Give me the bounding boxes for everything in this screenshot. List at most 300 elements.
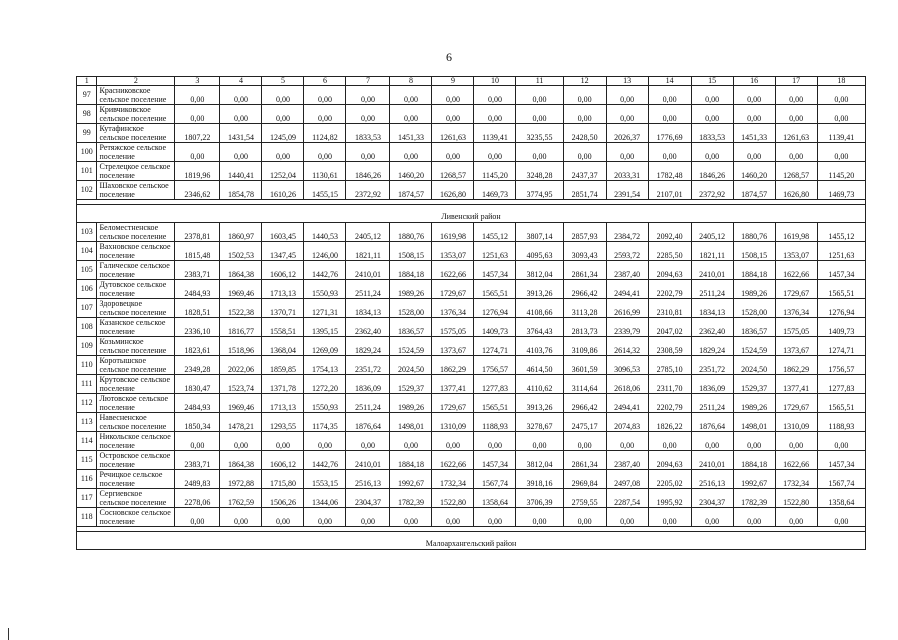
value-cell: 1502,53	[220, 242, 262, 261]
value-cell: 2484,93	[175, 394, 220, 413]
value-cell: 1457,34	[474, 451, 516, 470]
column-number-header: 2	[97, 77, 175, 86]
value-cell: 1846,26	[691, 162, 733, 181]
value-cell: 2351,72	[346, 356, 390, 375]
row-number: 100	[77, 143, 97, 162]
table-body	[77, 77, 866, 550]
value-cell: 1715,80	[262, 470, 304, 489]
table-row	[77, 86, 866, 105]
value-cell: 1376,34	[775, 299, 817, 318]
value-cell: 1756,57	[817, 356, 865, 375]
value-cell: 3096,53	[606, 356, 648, 375]
value-cell: 2813,73	[563, 318, 606, 337]
settlement-name: Кривчиковское сельское поселение	[97, 105, 175, 124]
value-cell: 2494,41	[606, 280, 648, 299]
value-cell: 1455,15	[304, 181, 346, 200]
settlement-name: Стрелецкое сельское поселение	[97, 162, 175, 181]
value-cell: 2384,72	[606, 223, 648, 242]
page-number: 6	[446, 50, 452, 64]
value-cell: 1431,54	[220, 124, 262, 143]
table-row	[77, 489, 866, 508]
column-number-header: 15	[691, 77, 733, 86]
table-row	[77, 299, 866, 318]
value-cell: 3774,95	[516, 181, 563, 200]
value-cell: 1130,61	[304, 162, 346, 181]
value-cell: 0,00	[474, 105, 516, 124]
value-cell: 1575,05	[432, 318, 474, 337]
column-number-header: 8	[390, 77, 432, 86]
value-cell: 1451,33	[390, 124, 432, 143]
value-cell: 1756,57	[474, 356, 516, 375]
column-number-header: 16	[733, 77, 775, 86]
value-cell: 1575,05	[775, 318, 817, 337]
row-number: 99	[77, 124, 97, 143]
scan-artifact-mark	[8, 628, 9, 640]
table-row	[77, 223, 866, 242]
settlement-name: Коротышское сельское поселение	[97, 356, 175, 375]
settlement-name: Речицкое сельское поселение	[97, 470, 175, 489]
row-number: 103	[77, 223, 97, 242]
value-cell: 0,00	[262, 86, 304, 105]
settlement-name: Красниковское сельское поселение	[97, 86, 175, 105]
value-cell: 2094,63	[648, 261, 691, 280]
value-cell: 1174,35	[304, 413, 346, 432]
row-number: 105	[77, 261, 97, 280]
value-cell: 1550,93	[304, 394, 346, 413]
value-cell: 0,00	[563, 105, 606, 124]
value-cell: 0,00	[648, 432, 691, 451]
value-cell: 1139,41	[817, 124, 865, 143]
value-cell: 1729,67	[775, 280, 817, 299]
value-cell: 3235,55	[516, 124, 563, 143]
value-cell: 0,00	[817, 105, 865, 124]
value-cell: 2593,72	[606, 242, 648, 261]
value-cell: 3812,04	[516, 451, 563, 470]
value-cell: 2391,54	[606, 181, 648, 200]
value-cell: 2107,01	[648, 181, 691, 200]
settlement-name: Навесненское сельское поселение	[97, 413, 175, 432]
value-cell: 1124,82	[304, 124, 346, 143]
value-cell: 3114,64	[563, 375, 606, 394]
settlement-name: Сергиевское сельское поселение	[97, 489, 175, 508]
value-cell: 1833,53	[346, 124, 390, 143]
value-cell: 1524,59	[733, 337, 775, 356]
value-cell: 1506,26	[262, 489, 304, 508]
value-cell: 1992,67	[733, 470, 775, 489]
value-cell: 1884,18	[390, 261, 432, 280]
value-cell: 1565,51	[474, 394, 516, 413]
value-cell: 1732,34	[775, 470, 817, 489]
value-cell: 0,00	[775, 508, 817, 527]
value-cell: 0,00	[817, 508, 865, 527]
table-row	[77, 280, 866, 299]
value-cell: 4103,76	[516, 337, 563, 356]
value-cell: 1457,34	[817, 261, 865, 280]
value-cell: 0,00	[304, 508, 346, 527]
value-cell: 1245,09	[262, 124, 304, 143]
value-cell: 2616,99	[606, 299, 648, 318]
value-cell: 1884,18	[733, 451, 775, 470]
value-cell: 1833,53	[691, 124, 733, 143]
row-number: 115	[77, 451, 97, 470]
value-cell: 1271,31	[304, 299, 346, 318]
value-cell: 0,00	[474, 432, 516, 451]
region-heading: Малоархангельский район	[77, 532, 866, 550]
settlement-name: Шаховское сельское поселение	[97, 181, 175, 200]
value-cell: 1353,07	[775, 242, 817, 261]
value-cell: 2202,79	[648, 280, 691, 299]
value-cell: 0,00	[304, 432, 346, 451]
value-cell: 1353,07	[432, 242, 474, 261]
value-cell: 1876,64	[691, 413, 733, 432]
value-cell: 2378,81	[175, 223, 220, 242]
table-row	[77, 261, 866, 280]
value-cell: 2387,40	[606, 451, 648, 470]
value-cell: 0,00	[817, 432, 865, 451]
value-cell: 0,00	[262, 143, 304, 162]
value-cell: 1276,94	[474, 299, 516, 318]
value-cell: 1807,22	[175, 124, 220, 143]
value-cell: 2475,17	[563, 413, 606, 432]
value-cell: 0,00	[691, 432, 733, 451]
value-cell: 0,00	[733, 105, 775, 124]
value-cell: 2511,24	[346, 280, 390, 299]
value-cell: 1371,78	[262, 375, 304, 394]
row-number: 114	[77, 432, 97, 451]
row-number: 102	[77, 181, 97, 200]
value-cell: 1622,66	[432, 261, 474, 280]
settlement-name: Галическое сельское поселение	[97, 261, 175, 280]
value-cell: 1606,12	[262, 451, 304, 470]
value-cell: 3812,04	[516, 261, 563, 280]
value-cell: 1884,18	[390, 451, 432, 470]
value-cell: 2785,10	[648, 356, 691, 375]
column-number-header: 13	[606, 77, 648, 86]
table-row	[77, 242, 866, 261]
value-cell: 2511,24	[691, 394, 733, 413]
value-cell: 1836,09	[346, 375, 390, 394]
value-cell: 1460,20	[733, 162, 775, 181]
value-cell: 2387,40	[606, 261, 648, 280]
value-cell: 0,00	[817, 86, 865, 105]
value-cell: 1268,57	[775, 162, 817, 181]
value-cell: 0,00	[516, 432, 563, 451]
value-cell: 2304,37	[346, 489, 390, 508]
column-number-header: 6	[304, 77, 346, 86]
value-cell: 1626,80	[775, 181, 817, 200]
value-cell: 2428,50	[563, 124, 606, 143]
value-cell: 1522,80	[432, 489, 474, 508]
value-cell: 2074,83	[606, 413, 648, 432]
value-cell: 2362,40	[691, 318, 733, 337]
value-cell: 1622,66	[775, 451, 817, 470]
value-cell: 0,00	[563, 143, 606, 162]
value-cell: 0,00	[733, 86, 775, 105]
value-cell: 0,00	[175, 105, 220, 124]
table-row	[77, 181, 866, 200]
value-cell: 2351,72	[691, 356, 733, 375]
row-number: 113	[77, 413, 97, 432]
row-number: 117	[77, 489, 97, 508]
value-cell: 2024,50	[733, 356, 775, 375]
value-cell: 2516,13	[346, 470, 390, 489]
value-cell: 2484,93	[175, 280, 220, 299]
value-cell: 1469,73	[817, 181, 865, 200]
region-heading-row	[77, 205, 866, 223]
value-cell: 0,00	[606, 508, 648, 527]
value-cell: 1776,69	[648, 124, 691, 143]
column-number-header: 5	[262, 77, 304, 86]
settlement-name: Кутафинское сельское поселение	[97, 124, 175, 143]
value-cell: 2304,37	[691, 489, 733, 508]
value-cell: 0,00	[432, 508, 474, 527]
row-number: 104	[77, 242, 97, 261]
value-cell: 1565,51	[817, 394, 865, 413]
value-cell: 0,00	[390, 86, 432, 105]
value-cell: 2278,06	[175, 489, 220, 508]
value-cell: 1528,00	[733, 299, 775, 318]
value-cell: 1864,38	[220, 261, 262, 280]
value-cell: 2308,59	[648, 337, 691, 356]
column-number-header: 14	[648, 77, 691, 86]
value-cell: 1864,38	[220, 451, 262, 470]
value-cell: 1754,13	[304, 356, 346, 375]
value-cell: 2094,63	[648, 451, 691, 470]
value-cell: 1995,92	[648, 489, 691, 508]
value-cell: 1442,76	[304, 261, 346, 280]
value-cell: 2311,70	[648, 375, 691, 394]
value-cell: 3918,16	[516, 470, 563, 489]
value-cell: 1373,67	[775, 337, 817, 356]
row-number: 97	[77, 86, 97, 105]
value-cell: 1523,74	[220, 375, 262, 394]
value-cell: 2437,37	[563, 162, 606, 181]
value-cell: 1251,63	[474, 242, 516, 261]
value-cell: 0,00	[304, 143, 346, 162]
value-cell: 2372,92	[346, 181, 390, 200]
tariff-table	[76, 76, 866, 550]
value-cell: 1815,48	[175, 242, 220, 261]
value-cell: 1862,29	[775, 356, 817, 375]
value-cell: 2047,02	[648, 318, 691, 337]
value-cell: 0,00	[606, 105, 648, 124]
column-number-header: 17	[775, 77, 817, 86]
value-cell: 1834,13	[346, 299, 390, 318]
table-row	[77, 375, 866, 394]
value-cell: 1969,46	[220, 280, 262, 299]
value-cell: 1370,71	[262, 299, 304, 318]
value-cell: 1277,83	[817, 375, 865, 394]
value-cell: 1376,34	[432, 299, 474, 318]
value-cell: 1619,98	[432, 223, 474, 242]
value-cell: 2489,83	[175, 470, 220, 489]
value-cell: 0,00	[262, 508, 304, 527]
value-cell: 1823,61	[175, 337, 220, 356]
value-cell: 1854,78	[220, 181, 262, 200]
value-cell: 3807,14	[516, 223, 563, 242]
value-cell: 0,00	[733, 432, 775, 451]
value-cell: 2969,84	[563, 470, 606, 489]
settlement-name: Вахновское сельское поселение	[97, 242, 175, 261]
value-cell: 1358,64	[817, 489, 865, 508]
value-cell: 1498,01	[390, 413, 432, 432]
value-cell: 1508,15	[733, 242, 775, 261]
value-cell: 1451,33	[733, 124, 775, 143]
value-cell: 1409,73	[474, 318, 516, 337]
value-cell: 1834,13	[691, 299, 733, 318]
value-cell: 2410,01	[346, 451, 390, 470]
value-cell: 1874,57	[390, 181, 432, 200]
value-cell: 1880,76	[390, 223, 432, 242]
value-cell: 0,00	[304, 86, 346, 105]
value-cell: 1762,59	[220, 489, 262, 508]
value-cell: 0,00	[346, 105, 390, 124]
settlement-name: Казанское сельское поселение	[97, 318, 175, 337]
row-number: 109	[77, 337, 97, 356]
value-cell: 1626,80	[432, 181, 474, 200]
value-cell: 0,00	[175, 143, 220, 162]
value-cell: 0,00	[346, 432, 390, 451]
row-number: 116	[77, 470, 97, 489]
region-heading-row	[77, 532, 866, 550]
value-cell: 1860,97	[220, 223, 262, 242]
settlement-name: Беломестненское сельское поселение	[97, 223, 175, 242]
value-cell: 2383,71	[175, 261, 220, 280]
value-cell: 1884,18	[733, 261, 775, 280]
value-cell: 1713,13	[262, 394, 304, 413]
value-cell: 2383,71	[175, 451, 220, 470]
value-cell: 2310,81	[648, 299, 691, 318]
value-cell: 0,00	[175, 508, 220, 527]
value-cell: 0,00	[691, 105, 733, 124]
value-cell: 1358,64	[474, 489, 516, 508]
value-cell: 1457,34	[474, 261, 516, 280]
value-cell: 1846,26	[346, 162, 390, 181]
value-cell: 1829,24	[691, 337, 733, 356]
value-cell: 1460,20	[390, 162, 432, 181]
value-cell: 1469,73	[474, 181, 516, 200]
table-row	[77, 124, 866, 143]
value-cell: 1373,67	[432, 337, 474, 356]
value-cell: 2405,12	[346, 223, 390, 242]
value-cell: 3093,43	[563, 242, 606, 261]
value-cell: 2033,31	[606, 162, 648, 181]
value-cell: 1850,34	[175, 413, 220, 432]
value-cell: 1310,09	[432, 413, 474, 432]
value-cell: 1816,77	[220, 318, 262, 337]
table-row	[77, 432, 866, 451]
value-cell: 0,00	[691, 143, 733, 162]
value-cell: 0,00	[606, 86, 648, 105]
row-number: 118	[77, 508, 97, 527]
value-cell: 1261,63	[775, 124, 817, 143]
value-cell: 1992,67	[390, 470, 432, 489]
region-heading: Ливенский район	[77, 205, 866, 223]
value-cell: 0,00	[733, 508, 775, 527]
value-cell: 1989,26	[733, 280, 775, 299]
value-cell: 1729,67	[432, 394, 474, 413]
value-cell: 0,00	[817, 143, 865, 162]
value-cell: 1782,39	[390, 489, 432, 508]
table-row	[77, 508, 866, 527]
settlement-name: Крутовское сельское поселение	[97, 375, 175, 394]
value-cell: 1989,26	[390, 394, 432, 413]
value-cell: 1268,57	[432, 162, 474, 181]
table-row	[77, 162, 866, 181]
value-cell: 1529,37	[390, 375, 432, 394]
value-cell: 1409,73	[817, 318, 865, 337]
value-cell: 1529,37	[733, 375, 775, 394]
value-cell: 2026,37	[606, 124, 648, 143]
row-number: 112	[77, 394, 97, 413]
value-cell: 1344,06	[304, 489, 346, 508]
value-cell: 2861,34	[563, 261, 606, 280]
value-cell: 1553,15	[304, 470, 346, 489]
column-number-header: 18	[817, 77, 865, 86]
value-cell: 0,00	[220, 432, 262, 451]
value-cell: 0,00	[775, 143, 817, 162]
row-number: 107	[77, 299, 97, 318]
table-row	[77, 413, 866, 432]
settlement-name: Здоровецкое сельское поселение	[97, 299, 175, 318]
value-cell: 1269,09	[304, 337, 346, 356]
value-cell: 0,00	[606, 143, 648, 162]
value-cell: 0,00	[346, 143, 390, 162]
value-cell: 0,00	[220, 508, 262, 527]
value-cell: 2759,55	[563, 489, 606, 508]
table-row	[77, 394, 866, 413]
value-cell: 3913,26	[516, 394, 563, 413]
value-cell: 0,00	[474, 143, 516, 162]
value-cell: 1821,11	[346, 242, 390, 261]
column-number-header: 11	[516, 77, 563, 86]
value-cell: 1836,57	[390, 318, 432, 337]
value-cell: 2516,13	[691, 470, 733, 489]
value-cell: 2851,74	[563, 181, 606, 200]
value-cell: 1565,51	[817, 280, 865, 299]
value-cell: 1377,41	[432, 375, 474, 394]
value-cell: 1874,57	[733, 181, 775, 200]
table-row	[77, 337, 866, 356]
value-cell: 0,00	[220, 86, 262, 105]
value-cell: 1252,04	[262, 162, 304, 181]
value-cell: 0,00	[733, 143, 775, 162]
value-cell: 1498,01	[733, 413, 775, 432]
value-cell: 1440,41	[220, 162, 262, 181]
settlement-name: Сосновское сельское поселение	[97, 508, 175, 527]
value-cell: 1457,34	[817, 451, 865, 470]
value-cell: 1145,20	[474, 162, 516, 181]
value-cell: 1442,76	[304, 451, 346, 470]
value-cell: 0,00	[175, 86, 220, 105]
value-cell: 1989,26	[390, 280, 432, 299]
value-cell: 1729,67	[775, 394, 817, 413]
row-number: 98	[77, 105, 97, 124]
value-cell: 0,00	[390, 508, 432, 527]
value-cell: 1478,21	[220, 413, 262, 432]
value-cell: 1713,13	[262, 280, 304, 299]
settlement-name: Ретяжское сельское поселение	[97, 143, 175, 162]
value-cell: 1310,09	[775, 413, 817, 432]
value-cell: 0,00	[432, 143, 474, 162]
value-cell: 0,00	[390, 105, 432, 124]
table-row	[77, 318, 866, 337]
value-cell: 3113,28	[563, 299, 606, 318]
row-number: 111	[77, 375, 97, 394]
value-cell: 1880,76	[733, 223, 775, 242]
value-cell: 1836,09	[691, 375, 733, 394]
column-number-header: 4	[220, 77, 262, 86]
